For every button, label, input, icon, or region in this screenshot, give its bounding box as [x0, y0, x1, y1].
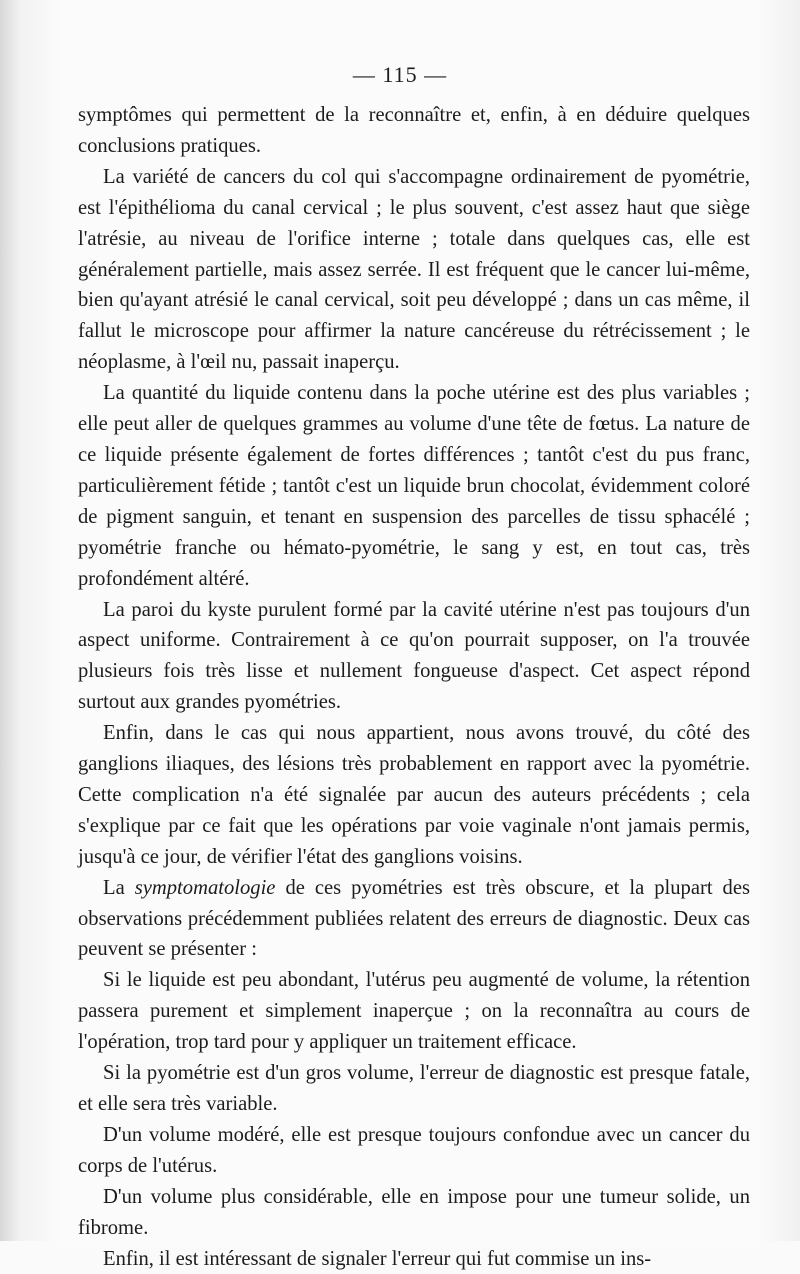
- paragraph-ganglions: Enfin, dans le cas qui nous appartient, nous avons trouvé, du côté des ganglions iliaques, des lésions très probablement en rapport avec la pyométrie. Cette complication n'a été signalée par aucun des auteurs précédents ; cela s'explique par ce fait que les opérations par voie vaginale n'ont jamais permis, jusqu'à ce jour, de vérifier l'état des ganglions voisins.: [78, 722, 750, 868]
- paragraph-moderate-volume: D'un volume modéré, elle est presque toujours confondue avec un cancer du corps de l'utérus.: [78, 1123, 750, 1177]
- paragraph-small-volume: Si le liquide est peu abondant, l'utérus peu augmenté de volume, la rétention passera purement et simplement inaperçue ; on la reconnaîtra au cours de l'opération, trop tard pour y appliquer un traitement efficace.: [78, 969, 750, 1054]
- paragraph-cancer-variety: La variété de cancers du col qui s'accompagne ordinairement de pyométrie, est l'épithélioma du canal cervical ; le plus souvent, c'est assez haut que siège l'atrésie, au niveau de l'orifice interne ; totale dans quelques cas, elle est généralement partielle, mais assez serrée. Il est fréquent que le cancer lui-même, bien qu'ayant atrésié le canal cervical, soit peu développé ; dans un cas même, il fallut le microscope pour affirmer la nature cancéreuse du rétrécissement ; le néoplasme, à l'œil nu, passait inaperçu.: [78, 165, 750, 374]
- paragraph-large-volume: Si la pyométrie est d'un gros volume, l'erreur de diagnostic est presque fatale, et elle sera très variable.: [78, 1062, 750, 1115]
- paragraph-considerable-volume: D'un volume plus considérable, elle en impose pour une tumeur solide, un fibrome.: [78, 1185, 750, 1239]
- body-text: [78, 100, 750, 1274]
- paragraph-symptomatology: [78, 873, 750, 966]
- paragraph-cyst-wall: La paroi du kyste purulent formé par la cavité utérine n'est pas toujours d'un aspect uniforme. Contrairement à ce qu'on pourrait supposer, on l'a trouvée plusieurs fois très lisse et nullement fongueuse d'aspect. Cet aspect répond surtout aux grandes pyométries.: [78, 598, 750, 714]
- paragraph-liquid-quantity: La quantité du liquide contenu dans la poche utérine est des plus variables ; elle peut aller de quelques grammes au volume d'une tête de fœtus. La nature de ce liquide présente également de fortes différences ; tantôt c'est du pus franc, particulièrement fétide ; tantôt c'est un liquide brun chocolat, évidemment coloré de pigment sanguin, et tenant en suspension des parcelles de tissu sphacélé ; pyométrie franche ou hémato-pyométrie, le sang y est, en tout cas, très profondément altéré.: [78, 382, 750, 590]
- symptomatology-rest: de ces pyométries est très obscure, et la plupart des observations précédemment publiées relatent des erreurs de diagnostic. Deux cas peuvent se présenter :: [78, 876, 750, 961]
- symptomatology-lead: La: [103, 876, 135, 899]
- paragraph-continuation: symptômes qui permettent de la reconnaître et, enfin, à en déduire quelques conclusions pratiques.: [78, 104, 750, 157]
- page-number: — 115 —: [352, 62, 448, 87]
- symptomatology-term: symptomatologie: [134, 876, 276, 899]
- paragraph-error-commited: Enfin, il est intéressant de signaler l'erreur qui fut commise un ins-: [103, 1247, 652, 1270]
